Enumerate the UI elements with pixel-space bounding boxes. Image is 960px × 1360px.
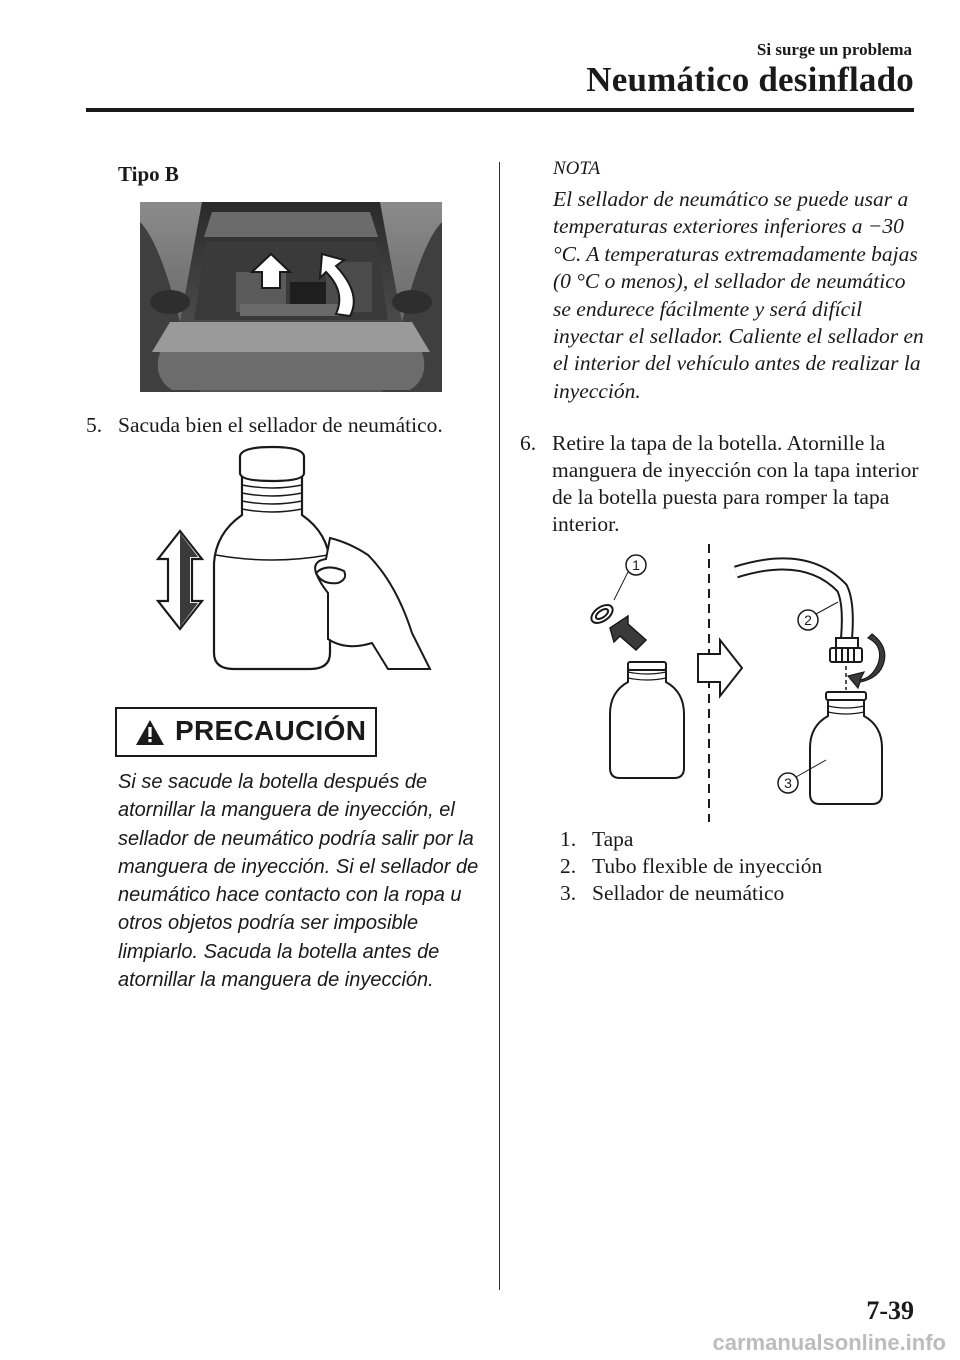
legend-text: Tubo flexible de inyección [592, 854, 823, 878]
bottle-left [610, 662, 684, 778]
trunk-photo [140, 202, 442, 392]
page-number: 7-39 [866, 1296, 914, 1325]
bottle-hose-diagram [580, 542, 900, 824]
legend-list [560, 826, 920, 907]
step-6-text: Retire la tapa de la botella. Atornille la manguera de inyección con la tapa interior de la botella puesta para romper la tapa interior. [552, 431, 919, 536]
list-item [560, 826, 920, 853]
bottle-right [810, 692, 882, 804]
legend-number: 1. [560, 827, 577, 851]
warning-triangle-icon [135, 719, 165, 747]
callout-3-number: 3 [784, 775, 792, 791]
watermark: carmanualsonline.info [712, 1330, 946, 1355]
note-text: El sellador de neumático se puede usar a temperaturas exteriores inferiores a −30 °C. A temperaturas extremadamente bajas (0 °C o menos), el sellador de neumático se endurece fácilmente y será difícil inyectar el sellador. Caliente el sellador en el interior del vehículo antes de realizar la inyección. [553, 187, 924, 403]
injector-cap [830, 638, 862, 662]
list-item [560, 853, 920, 880]
callout-2 [798, 602, 838, 630]
hose-illustration [736, 564, 847, 644]
right-arrow-icon [698, 640, 742, 696]
hand-illustration [315, 538, 430, 669]
double-arrow-icon [158, 531, 202, 629]
note-heading: NOTA [553, 158, 601, 179]
column-divider [499, 162, 500, 1290]
legend-number: 3. [560, 881, 577, 905]
up-arrow-icon [610, 616, 646, 650]
figure-label: Tipo B [118, 162, 179, 186]
callout-2-number: 2 [804, 612, 812, 628]
section-label: Si surge un problema [756, 40, 912, 59]
page-title: Neumático desinflado [586, 60, 914, 99]
caution-text: Si se sacude la botella después de atornillar la manguera de inyección, el sellador de neumático podría salir por la manguera de inyección. Si el sellador de neumático hace contacto con la ropa u otros objetos podría ser imposible limpiarlo. Sacuda la botella antes de atornillar la manguera de inyección. [118, 771, 479, 992]
callout-1 [614, 555, 646, 600]
caution-label: PRECAUCIÓN [175, 715, 367, 746]
legend-number: 2. [560, 854, 577, 878]
list-item [560, 880, 920, 907]
step-6-number: 6. [520, 431, 537, 455]
cap-illustration [588, 601, 616, 626]
legend-text: Tapa [592, 827, 634, 851]
legend-text: Sellador de neumático [592, 881, 785, 905]
caution-box [115, 707, 377, 757]
step-5-number: 5. [86, 413, 103, 437]
shake-bottle-illustration [150, 443, 440, 683]
step-5-text: Sacuda bien el sellador de neumático. [118, 413, 443, 437]
callout-1-number: 1 [632, 557, 640, 573]
header-rule [86, 108, 914, 112]
